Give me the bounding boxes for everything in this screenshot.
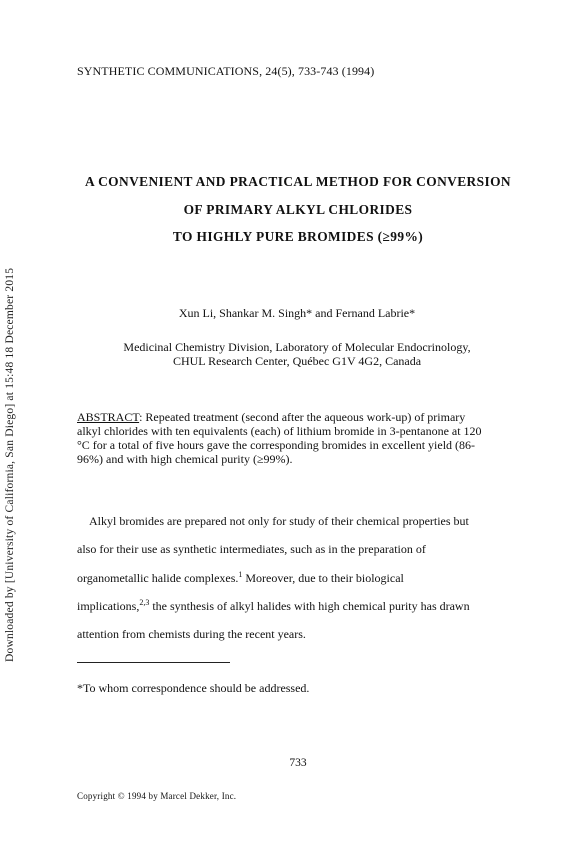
copyright-notice: Copyright © 1994 by Marcel Dekker, Inc. [77, 791, 237, 801]
affiliation-line-2: CHUL Research Center, Québec G1V 4G2, Canada [172, 354, 422, 368]
body-line-3 [77, 571, 513, 586]
abstract [77, 410, 513, 466]
affiliation-line-1: Medicinal Chemistry Division, Laboratory of Molecular Endocrinology, [123, 340, 471, 354]
abstract-line-4: 96%) and with high chemical purity (≥99%). [77, 452, 293, 466]
author-list: Xun Li, Shankar M. Singh* and Fernand Labrie* [178, 306, 416, 320]
body-line-4 [77, 599, 513, 614]
abstract-heading: ABSTRACT [77, 410, 140, 424]
abstract-line-3: °C for a total of five hours gave the corresponding bromides in excellent yield (86- [77, 438, 476, 452]
body-line-4-end: the synthesis of alkyl halides with high chemical purity has drawn [149, 599, 470, 613]
paper-title-line-3: TO HIGHLY PURE BROMIDES (≥99%) [172, 229, 424, 244]
citation-2-3: 2,3 [139, 598, 150, 607]
body-line-3-end: Moreover, due to their biological [245, 571, 404, 585]
body-line-5: attention from chemists during the recent years. [77, 627, 306, 641]
abstract-line-2: alkyl chlorides with ten equivalents (each) of lithium bromide in 3-pentanone at 120 [77, 424, 482, 438]
body-line-4-start: implications, [77, 599, 140, 613]
journal-header: SYNTHETIC COMMUNICATIONS, 24(5), 733-743 (1994) [77, 64, 375, 78]
paper-title-line-1: A CONVENIENT AND PRACTICAL METHOD FOR CONVERSION [85, 174, 511, 189]
download-watermark: Downloaded by [University of California, San Diego] at 15:48 18 December 2015 [4, 267, 16, 662]
body-line-1: Alkyl bromides are prepared not only for study of their chemical properties but [89, 514, 469, 528]
paper-title-line-2: OF PRIMARY ALKYL CHLORIDES [183, 202, 413, 217]
body-line-2: also for their use as synthetic intermediates, such as in the preparation of [77, 542, 426, 556]
abstract-line-1 [77, 410, 513, 424]
footnote: *To whom correspondence should be addressed. [77, 681, 310, 695]
footnote-divider [77, 662, 230, 663]
page-number: 733 [289, 757, 307, 769]
citation-1: 1 [238, 570, 243, 579]
abstract-text-1: : Repeated treatment (second after the aqueous work-up) of primary [139, 410, 466, 424]
body-line-3-start: organometallic halide complexes. [77, 571, 239, 585]
